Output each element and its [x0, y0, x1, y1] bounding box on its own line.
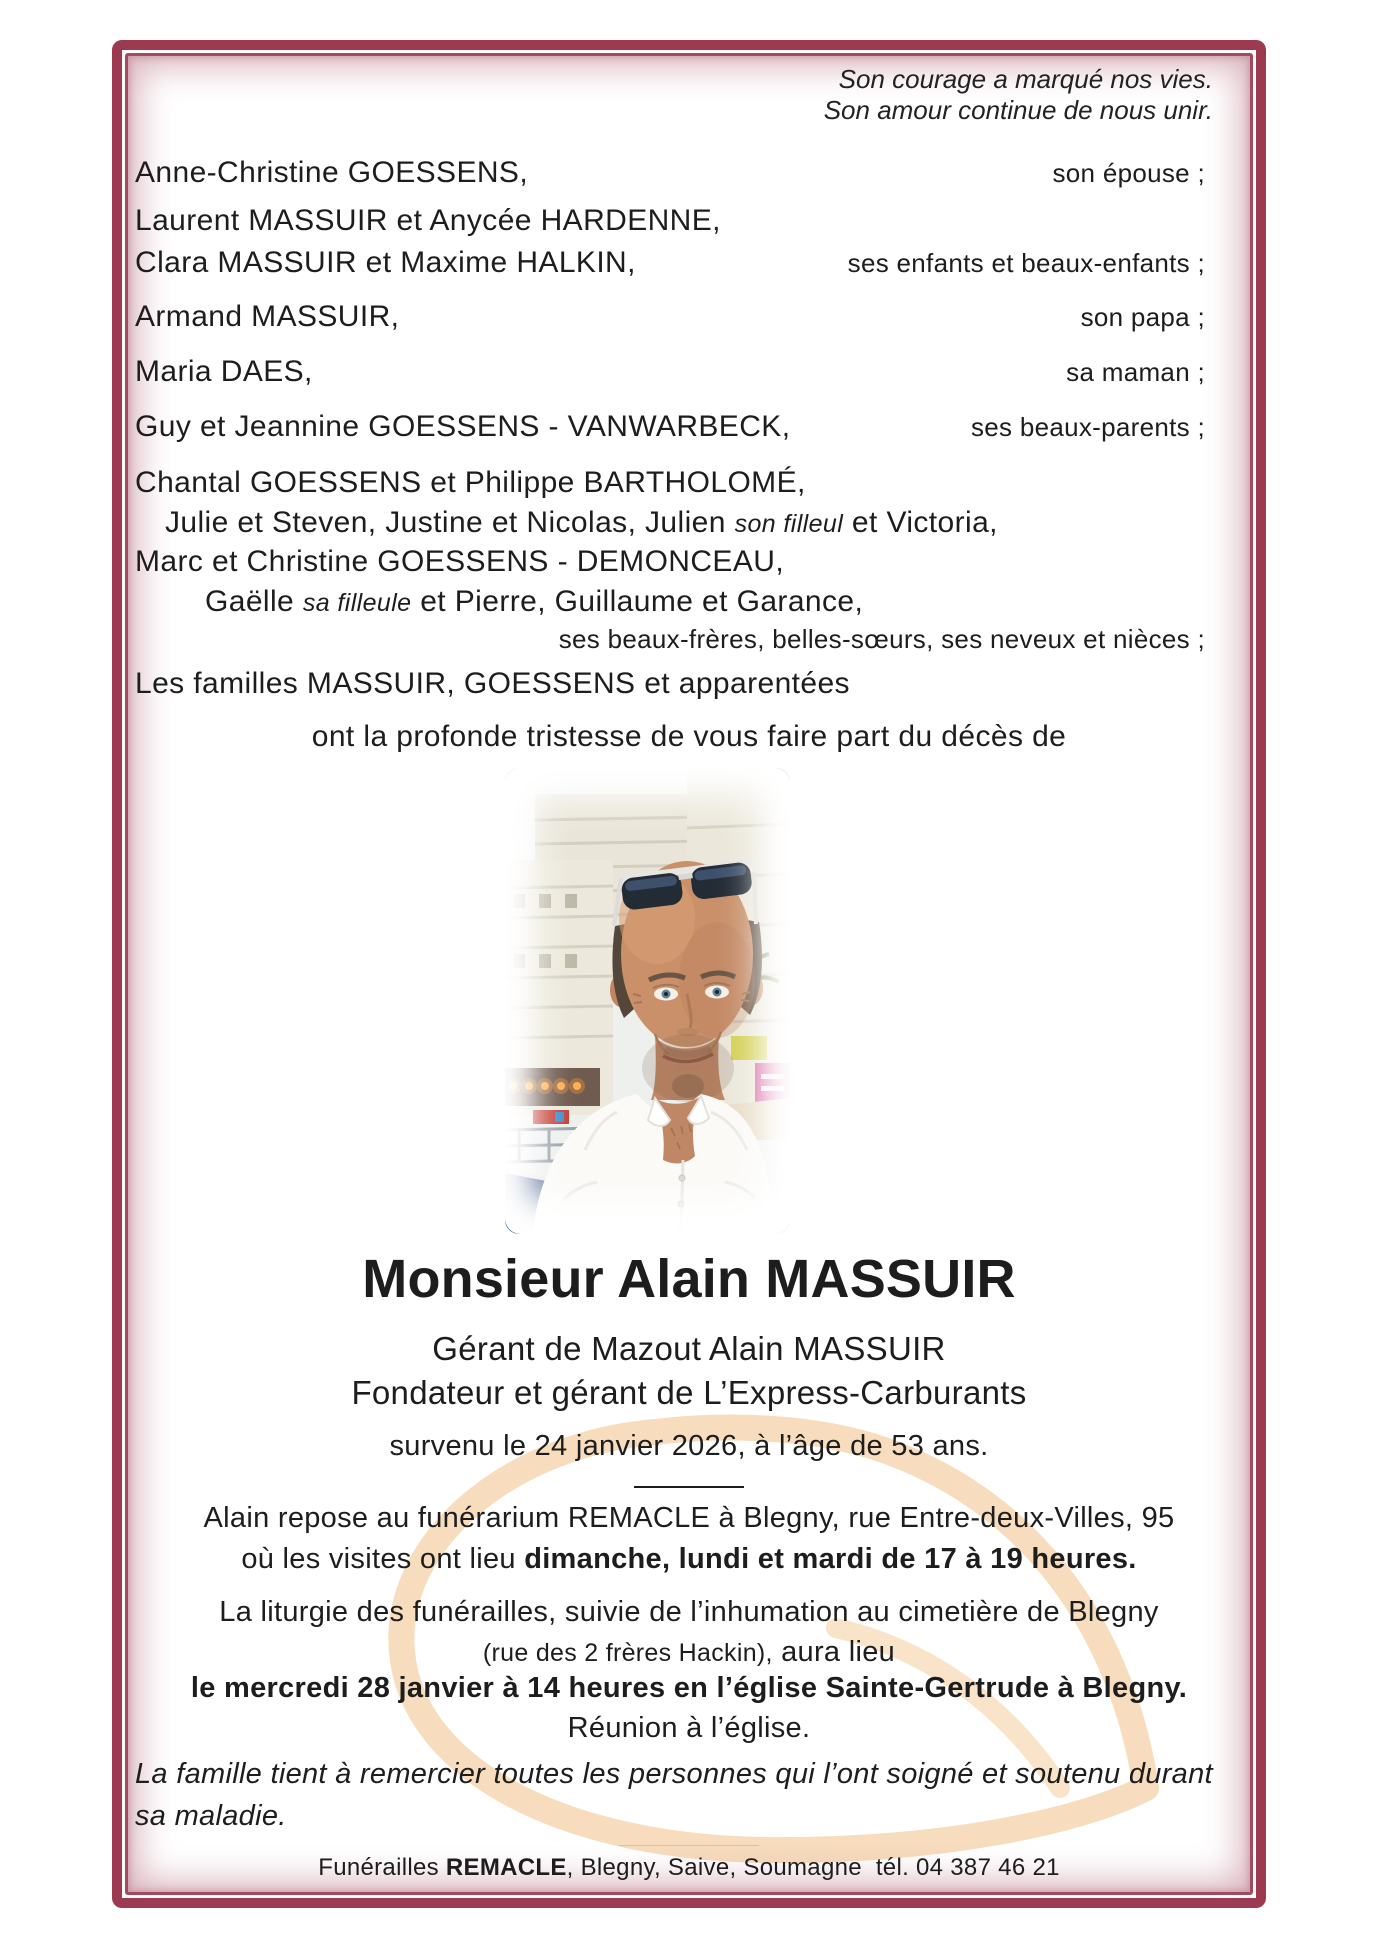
extended-line-4-pre: Gaëlle	[205, 585, 303, 618]
families-line: Les familles MASSUIR, GOESSENS et apparentées	[135, 667, 850, 700]
name-lines	[135, 200, 721, 284]
street-line	[0, 1632, 1378, 1673]
name-line: Laurent MASSUIR et Anycée HARDENNE,	[135, 204, 721, 237]
street-rest: aura lieu	[772, 1636, 896, 1668]
extended-line-2-post: et Victoria,	[843, 506, 998, 539]
repose-line: Alain repose au funérarium REMACLE à Blegny, rue Entre-deux-Villes, 95	[203, 1502, 1175, 1534]
goddaughter-note: sa filleule	[302, 589, 412, 617]
footer-post: , Blegny, Saive, Soumagne tél. 04 387 46 21	[566, 1854, 1060, 1881]
relation-label: son épouse ;	[1052, 158, 1205, 188]
footer-line	[0, 1854, 1378, 1882]
street-small: (rue des 2 frères Hackin),	[482, 1639, 773, 1667]
name-line: Clara MASSUIR et Maxime HALKIN,	[135, 246, 636, 279]
family-row-father	[135, 296, 1205, 338]
family-row-mother	[135, 351, 1205, 393]
section-divider	[634, 1486, 744, 1488]
visits-pre: où les visites ont lieu	[241, 1543, 525, 1575]
death-date-line: survenu le 24 janvier 2026, à l’âge de 53 ans.	[389, 1430, 989, 1462]
extended-line-3: Marc et Christine GOESSENS - DEMONCEAU,	[135, 545, 785, 578]
relation-label: son papa ;	[1080, 302, 1205, 332]
extended-line-2-pre: Julie et Steven, Justine et Nicolas, Julien	[165, 506, 735, 539]
thanks-line-2: sa maladie.	[135, 1800, 287, 1832]
visits-line	[0, 1539, 1378, 1579]
godson-note: son filleul	[734, 510, 844, 538]
deceased-title: Monsieur Alain MASSUIR	[362, 1249, 1016, 1309]
reunion-line: Réunion à l’église.	[567, 1712, 811, 1744]
memorial-quote	[824, 64, 1213, 126]
extended-line-4-post: et Pierre, Guillaume et Garance,	[411, 585, 864, 618]
family-row-children	[135, 200, 1205, 284]
mass-line	[0, 1668, 1378, 1708]
extended-line-1: Chantal GOESSENS et Philippe BARTHOLOMÉ,	[135, 466, 806, 499]
photo-soft-edge	[505, 768, 790, 1234]
relation-label: ses beaux-parents ;	[970, 412, 1205, 442]
extended-relation-label: ses beaux-frères, belles-sœurs, ses neveux et nièces ;	[558, 624, 1205, 654]
extended-line-2	[165, 503, 998, 544]
family-row-parents-in-law	[135, 406, 1205, 448]
mass-schedule: le mercredi 28 janvier à 14 heures en l’église Sainte-Gertrude à Blegny.	[190, 1672, 1188, 1704]
announcement-line: ont la profonde tristesse de vous faire part du décès de	[311, 720, 1067, 753]
footer-pre: Funérailles	[318, 1854, 446, 1881]
memorial-quote-line-1: Son courage a marqué nos vies.	[838, 64, 1213, 94]
extended-line-4	[205, 582, 863, 623]
relation-label: ses enfants et beaux-enfants ;	[847, 248, 1205, 278]
family-row-spouse	[135, 152, 1205, 194]
footer-divider	[619, 1845, 759, 1846]
name-line: Maria DAES,	[135, 355, 313, 388]
deceased-role-1: Gérant de Mazout Alain MASSUIR	[432, 1330, 946, 1367]
name-line: Anne-Christine GOESSENS,	[135, 156, 529, 189]
memorial-quote-line-2: Son amour continue de nous unir.	[823, 95, 1213, 125]
relation-label: sa maman ;	[1066, 357, 1205, 387]
funeral-home-name: REMACLE	[445, 1854, 567, 1881]
name-line: Armand MASSUIR,	[135, 300, 400, 333]
deceased-role-2: Fondateur et gérant de L’Express-Carburants	[351, 1374, 1027, 1411]
visits-schedule: dimanche, lundi et mardi de 17 à 19 heures.	[524, 1543, 1137, 1575]
portrait-photo	[505, 768, 790, 1234]
name-line: Guy et Jeannine GOESSENS - VANWARBECK,	[135, 410, 791, 443]
thanks-line-1: La famille tient à remercier toutes les personnes qui l’ont soigné et soutenu durant	[135, 1758, 1213, 1790]
liturgy-line: La liturgie des funérailles, suivie de l’inhumation au cimetière de Blegny	[219, 1596, 1159, 1628]
